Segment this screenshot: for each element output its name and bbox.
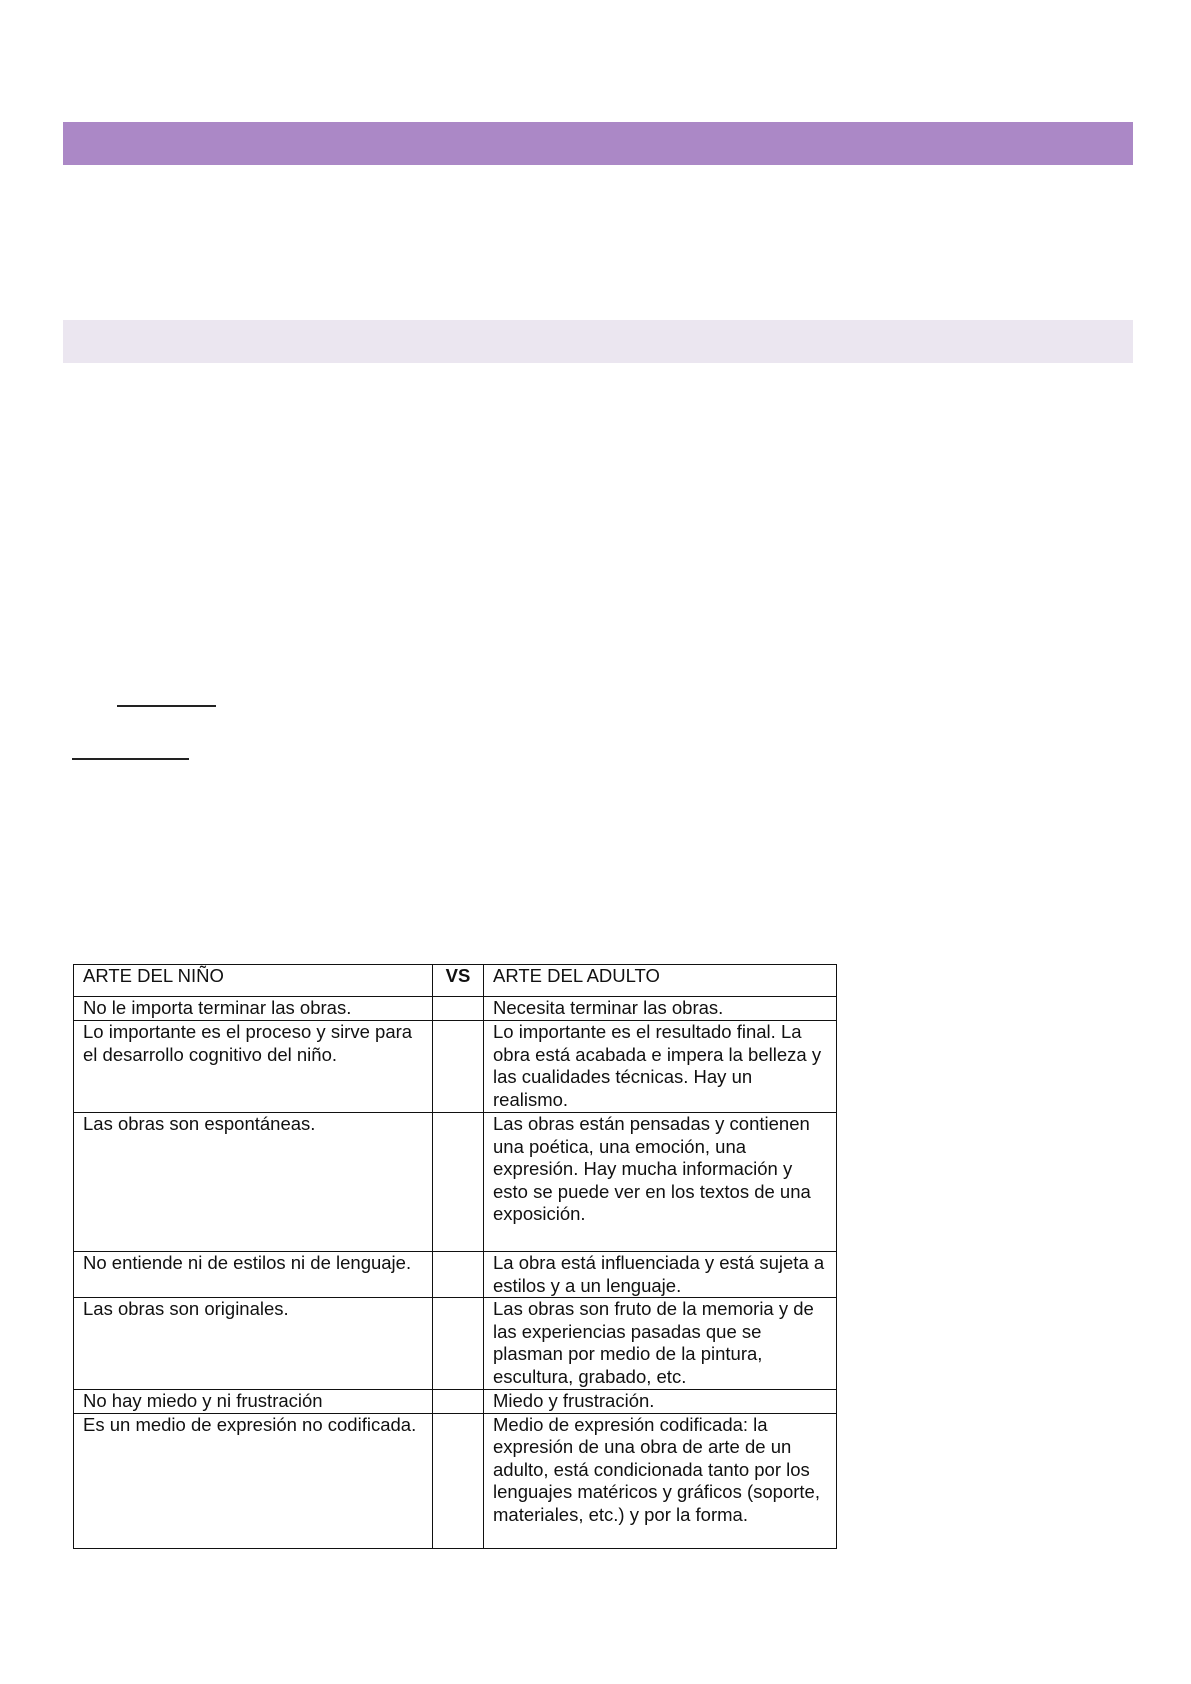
vs-cell xyxy=(433,1390,484,1414)
adult-cell: La obra está influenciada y está sujeta a estilos y a un lenguaje. xyxy=(484,1252,837,1298)
adult-cell: Las obras son fruto de la memoria y de las experiencias pasadas que se plasman por medio de la pintura, escultura, grabado, etc. xyxy=(484,1298,837,1390)
table-row xyxy=(74,1390,837,1414)
header-adult-art: ARTE DEL ADULTO xyxy=(484,965,837,997)
child-cell: Las obras son originales. xyxy=(74,1298,433,1390)
table-header-row xyxy=(74,965,837,997)
vs-cell xyxy=(433,1021,484,1113)
comparison-table xyxy=(73,964,837,1549)
vs-cell xyxy=(433,1413,484,1548)
vs-cell xyxy=(433,1113,484,1252)
vs-cell xyxy=(433,1298,484,1390)
child-cell: Lo importante es el proceso y sirve para el desarrollo cognitivo del niño. xyxy=(74,1021,433,1113)
adult-cell: Lo importante es el resultado final. La obra está acabada e impera la belleza y las cualidades técnicas. Hay un realismo. xyxy=(484,1021,837,1113)
header-child-art: ARTE DEL NIÑO xyxy=(74,965,433,997)
section-header-band xyxy=(63,122,1133,165)
underline-rule xyxy=(72,758,189,760)
table-row xyxy=(74,1413,837,1548)
underline-rule xyxy=(117,705,216,707)
table-row xyxy=(74,997,837,1021)
subsection-header-band xyxy=(63,320,1133,363)
vs-cell xyxy=(433,1252,484,1298)
adult-cell: Las obras están pensadas y contienen una poética, una emoción, una expresión. Hay mucha información y esto se puede ver en los textos de una exposición. xyxy=(484,1113,837,1252)
adult-cell: Miedo y frustración. xyxy=(484,1390,837,1414)
table-row xyxy=(74,1298,837,1390)
vs-cell xyxy=(433,997,484,1021)
table-row xyxy=(74,1021,837,1113)
child-cell: Es un medio de expresión no codificada. xyxy=(74,1413,433,1548)
child-cell: Las obras son espontáneas. xyxy=(74,1113,433,1252)
adult-cell: Necesita terminar las obras. xyxy=(484,997,837,1021)
child-cell: No le importa terminar las obras. xyxy=(74,997,433,1021)
child-cell: No hay miedo y ni frustración xyxy=(74,1390,433,1414)
table-row xyxy=(74,1113,837,1252)
header-vs: VS xyxy=(433,965,484,997)
adult-cell: Medio de expresión codificada: la expresión de una obra de arte de un adulto, está condicionada tanto por los lenguajes matéricos y gráficos (soporte, materiales, etc.) y por la forma. xyxy=(484,1413,837,1548)
child-cell: No entiende ni de estilos ni de lenguaje. xyxy=(74,1252,433,1298)
table-row xyxy=(74,1252,837,1298)
